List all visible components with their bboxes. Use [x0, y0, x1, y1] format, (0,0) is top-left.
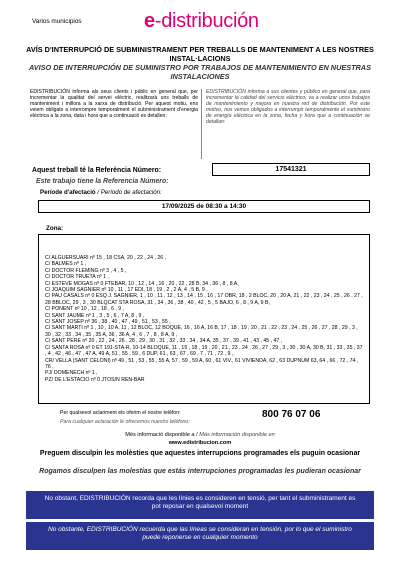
- street-line: PZ/ DE L'ESTACIO nº 0 JTOS/N REN-BAR: [45, 376, 145, 383]
- street-line: C/ JOAQUIM SAGNIER nº 10 , 11 , 17 EDI, 18 , 19 , 2 , 2 A, 4 , 5 B, 9 ,: [45, 287, 208, 294]
- street-line: C/ SANT JAUME nº 1 , 3 , 5 , 6 , 7 A, 8 , 9 ,: [45, 312, 145, 319]
- street-line: C/ DOCTOR TRUETA nº 1 ,: [45, 274, 109, 281]
- website-link[interactable]: www.edistribucion.com: [168, 440, 232, 446]
- phone-text-spanish: Para cualquier aclaración le ofrecemos nuestro teléfono:: [60, 419, 190, 425]
- street-line: PJ/ DOMENECH nº 1 ,: [45, 370, 98, 377]
- phone-text-catalan: Per qualsevol aclariment els oferim el nostre telèfon:: [60, 410, 181, 416]
- zone-box: [38, 234, 370, 404]
- street-line: C/ DOCTOR FLEMING nº 3 , 4 , 5 ,: [45, 267, 127, 274]
- street-line: C/ BALMES nº 1 ,: [45, 261, 87, 268]
- reference-label-spanish: Este trabajo tiene la Referencia Número:: [36, 178, 169, 185]
- period-label-spanish: Período de afectación:: [100, 189, 162, 196]
- more-info-catalan: Més informació disponible a: [125, 432, 195, 438]
- title-catalan: AVÍS D'INTERRUPCIÓ DE SUBMINISTRAMENT PER TREBALLS DE MANTENIMENT A LES NOSTRES INSTAL·LACIONS: [26, 45, 374, 63]
- logo-text: -distribución: [154, 10, 259, 32]
- street-line: CR/ VELLA (SANT CELONI) nº 49 , 51 , 53 , 55 , 55 A, 57 , 59 , 59 A, 60 , 61 VIV., 61 VIVIENDA, 62 , 63 DUPNUM 63, 64 , 66 , 72 , 74 , 76 ,: [45, 357, 359, 370]
- more-info-separator: /: [194, 432, 200, 438]
- intro-spanish: EDISTRIBUCIÓN informa a sus clientes y público en general que, para incrementar la calidad del servicio eléctrico, va a realizar unos trabajos de mantenimiento y mejora en nuestra red de distribución. Por este motivo, nos vemos obligados a interrumpir temporalmente el suministro de energía eléctrica en la zona, fecha y hora que a continuación se detallan:: [206, 89, 370, 126]
- phone-number[interactable]: 800 76 07 06: [262, 409, 321, 420]
- reference-number-box: 17541321: [212, 163, 370, 176]
- warning-banner-spanish: No obstante, EDISTRIBUCIÓN recuerda que las líneas se consideran en tensión, por lo que el suministro puede reponerse en cualquier momento: [26, 522, 374, 550]
- street-line: C/ ESTEVE MOGAS nº 0 FTEBAR, 10 , 12 , 14 , 16 , 20 , 22 , 28 B, 34 , 36 , 8 , 8 A,: [45, 280, 239, 287]
- warning-banner-catalan: No obstant, EDISTRIBUCIÓN recorda que les línies es consideren en tensió, per tant el subministrament es pot reposar en qualsevol moment: [26, 491, 374, 519]
- period-label-catalan: Període d'afectació: [40, 189, 96, 196]
- column-divider: [201, 89, 202, 159]
- street-line: C/ SANT PERE nº 20 , 22 , 24 , 26 , 28 , 29 , 30 , 31 , 32 , 33 , 34 , 34 A, 35 , 37 , 39 , 41 , 43 , 45 , 47 ,: [45, 338, 283, 345]
- apology-spanish: Rogamos disculpen las molestias que estás interrupciones programadas les pudieran ocasionar: [39, 468, 361, 475]
- title-spanish: AVISO DE INTERRUPCIÓN DE SUMINISTRO POR TRABAJOS DE MANTENIMIENTO EN NUESTRAS INSTALACIONES: [29, 63, 371, 81]
- street-line: C/ PAU CASALS nº 0 ESQ J. SAGNIER, 1 , 10 , 11 , 12 , 13 , 14 , 15 , 16 , 17 OBR, 18 , 2 BLOC, 20 , 20 A, 21 , 22 , 23 , 24 , 25 , 26 , 27 , 28 BBLOC, 29 , 3 , 30 BLQCAT STA ROSA, 31 , 34 , 36 , 38 , 40 , 42 , 5 , 5 BAJO, 6 , 8 , 9 A, 9 B,: [45, 293, 363, 306]
- logo-e: e: [144, 10, 155, 32]
- street-line: C/ SANTA ROSA nº 0 ET 191-STA-R, 10-14 BLOQUE, 11 , 15 , 18 , 19 , 20 , 21 , 23 , 24 , 26 , 27 , 29 , 3 , 30 , 30 A, 30 B, 31 , 33 , 35 , 37 , 4 , 42 , 46 , 47 , 47 A, 49 A, 51 , 55 , 59 , 6 DUP, 61 , 63 , 67 , 69 , 7 , 71 , 72 , 9 ,: [45, 344, 363, 358]
- reference-label-catalan: Aquest treball té la Referència Número:: [32, 167, 162, 174]
- apology-catalan: Preguem disculpin les molèsties que aquestes interrupcions programades els puguin ocasionar: [39, 450, 361, 457]
- street-line: C/ PONENT nº 10 , 12 , 18 , 6 , 9 ,: [45, 306, 125, 313]
- zone-label: Zona:: [46, 225, 64, 232]
- period-label: [40, 189, 162, 196]
- notice-page: [26, 12, 374, 552]
- period-separator: /: [95, 189, 101, 196]
- street-line: C/ SANT JOSEP nº 36 , 38 , 40 , 47 , 49 , 51 , 53 , 55 ,: [45, 319, 171, 326]
- street-line: C/ SANT MARTI nº 1 , 10 , 10 A, 11 , 12 BLOC, 12 BOQUE, 16 , 16 A, 16 B, 17 , 18 , 19 , 20 , 21 , 22 , 23 , 24 , 25 , 26 , 27 , 28 , 29 , 3 , 30 , 32 , 33 , 34 , 35 , 35 A, 36 , 36 A, 4 , 6 , 7 , 8 , 8 A, 9 ,: [45, 325, 358, 338]
- more-info-spanish: Más información disponible en: [199, 432, 275, 438]
- municipality-label: Varios municipios: [32, 18, 82, 25]
- period-value-box: 17/09/2025 de 08:30 a 14:30: [38, 200, 370, 213]
- more-info-line: [26, 432, 374, 438]
- street-line: C/ ALGUERSUARI nº 15 , 18 CSA, 20 , 22 , 24 , 26 ,: [45, 255, 166, 261]
- intro-catalan: EDISTRIBUCIÓN informa als seus clients i públic en general que, per incrementar la qualitat del servei elèctric, realitzarà uns treballs de manteniment i millora a la xarxa de distribució. Per aquest motiu, ens veiem obligats a interrompre temporalment el subministrament d'energia elèctrica a la zona, data i hora que a continuació es detallen:: [30, 89, 198, 120]
- brand-logo: [144, 10, 259, 33]
